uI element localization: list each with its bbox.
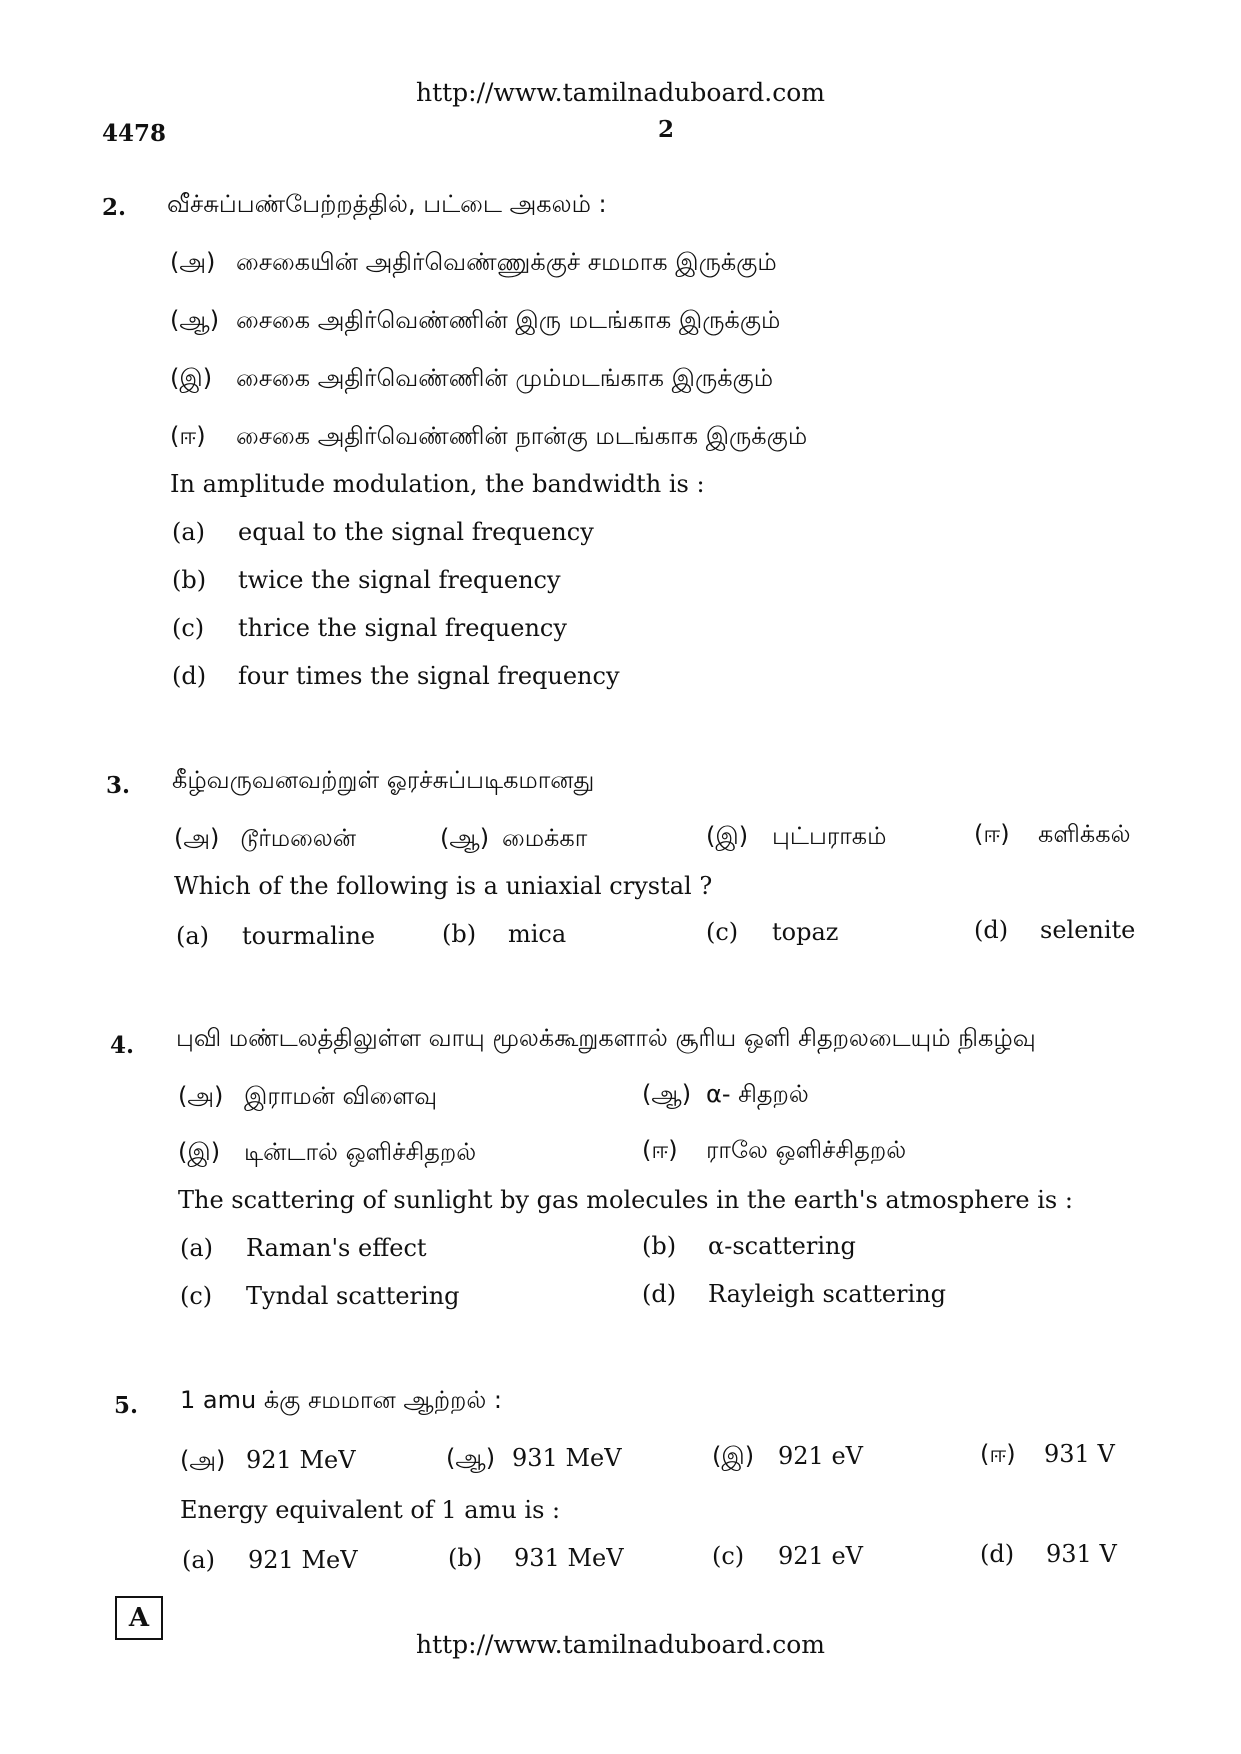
english-option-label: (b) bbox=[448, 1544, 483, 1572]
tamil-question: 1 amu க்கு சமமான ஆற்றல் : bbox=[180, 1386, 503, 1414]
tamil-option-text: சைகை அதிர்வெண்ணின் மும்மடங்காக இருக்கும் bbox=[236, 364, 774, 392]
url-top[interactable]: http://www.tamilnaduboard.com bbox=[415, 78, 826, 107]
english-option-label: (a) bbox=[180, 1234, 214, 1262]
tamil-option-label: (ஈ) bbox=[980, 1440, 1016, 1468]
tamil-question: வீச்சுப்பண்பேற்றத்தில், பட்டை அகலம் : bbox=[167, 190, 607, 218]
english-option-label: (d) bbox=[642, 1280, 677, 1308]
tamil-option-label: (இ) bbox=[706, 822, 749, 850]
tamil-option-label: (அ) bbox=[174, 824, 220, 852]
english-option-label: (c) bbox=[180, 1282, 213, 1310]
tamil-option-text: டின்டால் ஒளிச்சிதறல் bbox=[244, 1138, 477, 1166]
question-number: 3. bbox=[106, 772, 131, 799]
tamil-option-label: (அ) bbox=[180, 1446, 226, 1474]
tamil-option-text: மைக்கா bbox=[502, 824, 588, 852]
tamil-option-text: 921 eV bbox=[778, 1442, 863, 1470]
english-option-label: (d) bbox=[980, 1540, 1015, 1568]
english-option-label: (a) bbox=[182, 1546, 216, 1574]
english-option-label: (c) bbox=[706, 918, 739, 946]
tamil-option-text: ராலே ஒளிச்சிதறல் bbox=[706, 1136, 907, 1164]
tamil-option-label: (இ) bbox=[178, 1138, 221, 1166]
english-option-label: (b) bbox=[442, 920, 477, 948]
english-option-label: (a) bbox=[172, 518, 206, 546]
english-option-text: twice the signal frequency bbox=[238, 566, 561, 594]
english-option-text: Tyndal scattering bbox=[246, 1282, 460, 1310]
tamil-option-label: (அ) bbox=[170, 248, 216, 276]
english-option-text: thrice the signal frequency bbox=[238, 614, 567, 642]
tamil-option-text: α- சிதறல் bbox=[706, 1080, 809, 1108]
english-option-text: selenite bbox=[1040, 916, 1136, 944]
tamil-option-label: (அ) bbox=[178, 1082, 224, 1110]
question-number: 2. bbox=[102, 194, 127, 221]
paper-code: 4478 bbox=[102, 120, 167, 147]
english-option-text: 931 MeV bbox=[514, 1544, 624, 1572]
english-option-label: (b) bbox=[172, 566, 207, 594]
url-bottom[interactable]: http://www.tamilnaduboard.com bbox=[415, 1630, 826, 1659]
english-option-label: (c) bbox=[712, 1542, 745, 1570]
question-number: 5. bbox=[114, 1392, 139, 1419]
english-question: Which of the following is a uniaxial crystal ? bbox=[174, 872, 713, 900]
tamil-option-text: சைகை அதிர்வெண்ணின் இரு மடங்காக இருக்கும் bbox=[236, 306, 781, 334]
tamil-question: கீழ்வருவனவற்றுள் ஓரச்சுப்படிகமானது bbox=[172, 766, 595, 794]
english-option-text: Rayleigh scattering bbox=[708, 1280, 947, 1308]
tamil-option-label: (ஈ) bbox=[170, 422, 206, 450]
english-option-label: (c) bbox=[172, 614, 205, 642]
tamil-option-label: (ஆ) bbox=[446, 1444, 496, 1472]
tamil-option-text: 931 MeV bbox=[512, 1444, 622, 1472]
tamil-option-text: களிக்கல் bbox=[1038, 820, 1131, 848]
english-option-label: (a) bbox=[176, 922, 210, 950]
tamil-option-label: (இ) bbox=[170, 364, 213, 392]
english-option-text: α-scattering bbox=[708, 1232, 856, 1260]
tamil-option-label: (ஆ) bbox=[440, 824, 490, 852]
english-question: Energy equivalent of 1 amu is : bbox=[180, 1496, 561, 1524]
english-option-label: (d) bbox=[172, 662, 207, 690]
english-option-text: 921 MeV bbox=[248, 1546, 358, 1574]
tamil-option-label: (இ) bbox=[712, 1442, 755, 1470]
english-option-text: tourmaline bbox=[242, 922, 376, 950]
tamil-option-label: (ஈ) bbox=[642, 1136, 678, 1164]
english-option-text: topaz bbox=[772, 918, 839, 946]
english-question: The scattering of sunlight by gas molecules in the earth's atmosphere is : bbox=[178, 1186, 1073, 1214]
tamil-question: புவி மண்டலத்திலுள்ள வாயு மூலக்கூறுகளால் சூரிய ஒளி சிதறலடையும் நிகழ்வு bbox=[176, 1024, 1036, 1052]
tamil-option-label: (ஈ) bbox=[974, 820, 1010, 848]
tamil-option-text: டூர்மலைன் bbox=[240, 824, 356, 852]
english-option-text: mica bbox=[508, 920, 567, 948]
version-box: A bbox=[115, 1596, 163, 1640]
english-option-label: (b) bbox=[642, 1232, 677, 1260]
tamil-option-text: சைகை அதிர்வெண்ணின் நான்கு மடங்காக இருக்கும் bbox=[236, 422, 808, 450]
english-option-text: four times the signal frequency bbox=[238, 662, 620, 690]
tamil-option-label: (ஆ) bbox=[170, 306, 220, 334]
english-option-text: equal to the signal frequency bbox=[238, 518, 594, 546]
tamil-option-text: சைகையின் அதிர்வெண்ணுக்குச் சமமாக இருக்கும் bbox=[236, 248, 777, 276]
english-question: In amplitude modulation, the bandwidth is : bbox=[170, 470, 705, 498]
page-number: 2 bbox=[658, 116, 675, 143]
tamil-option-text: புட்பராகம் bbox=[772, 822, 887, 850]
tamil-option-text: 921 MeV bbox=[246, 1446, 356, 1474]
tamil-option-text: இராமன் விளைவு bbox=[244, 1082, 438, 1110]
english-option-label: (d) bbox=[974, 916, 1009, 944]
question-number: 4. bbox=[110, 1032, 135, 1059]
tamil-option-text: 931 V bbox=[1044, 1440, 1115, 1468]
english-option-text: 921 eV bbox=[778, 1542, 863, 1570]
tamil-option-label: (ஆ) bbox=[642, 1080, 692, 1108]
english-option-text: 931 V bbox=[1046, 1540, 1117, 1568]
english-option-text: Raman's effect bbox=[246, 1234, 427, 1262]
